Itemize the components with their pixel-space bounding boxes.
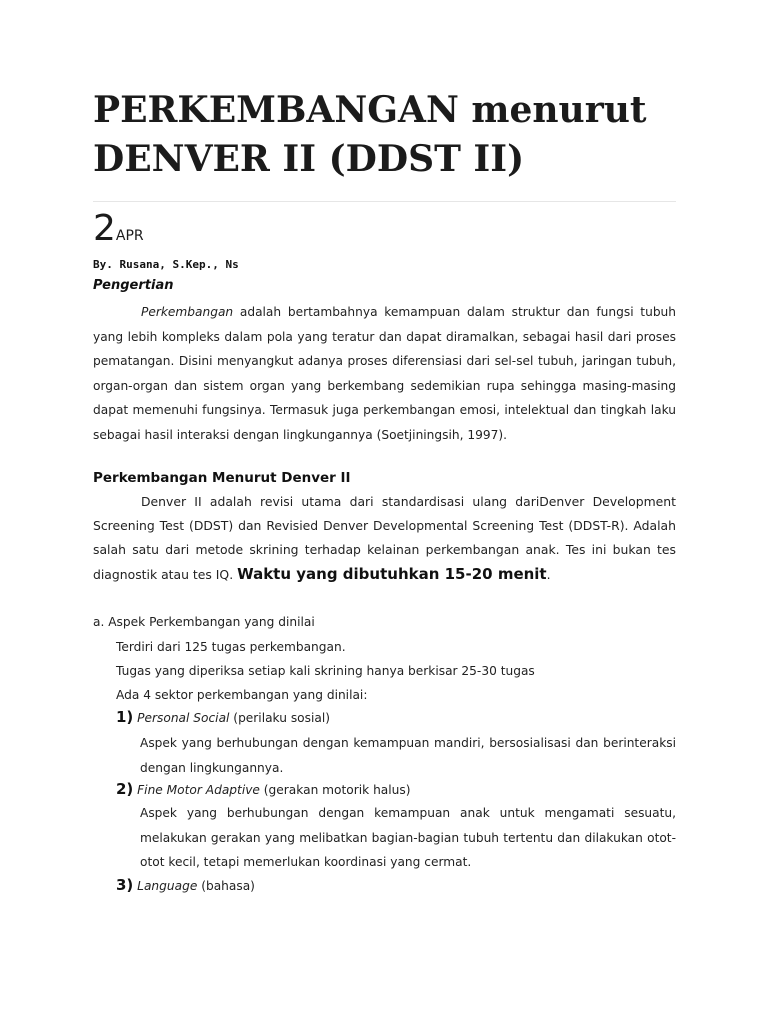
sector-description-personal-social: Aspek yang berhubungan dengan kemampuan mandiri, bersosialisasi dan berinteraksi dengan lingkungannya. bbox=[140, 736, 676, 775]
duration-highlight: Waktu yang dibutuhkan 15-20 menit bbox=[237, 565, 547, 583]
paragraph-denver-text: Denver II adalah revisi utama dari standardisasi ulang dariDenver Development Screening Test (DDST) dan Revisied Denver Developmental Screening Test (DDST-R). Adalah salah satu dari metode skrining terhadap kelainan perkembangan anak. Tes ini bukan tes diagnostik atau tes IQ. bbox=[93, 494, 676, 582]
aspek-line-3: Ada 4 sektor perkembangan yang dinilai: bbox=[116, 688, 368, 702]
post-date-month: APR bbox=[115, 228, 144, 244]
paragraph-pengertian bbox=[93, 300, 676, 447]
section-heading-pengertian: Pengertian bbox=[93, 278, 174, 293]
post-date-day: 2 bbox=[93, 208, 116, 249]
sector-gloss: (perilaku sosial) bbox=[229, 711, 330, 725]
paragraph-pengertian-text: adalah bertambahnya kemampuan dalam struktur dan fungsi tubuh yang lebih kompleks dalam pola yang teratur dan dapat diramalkan, sebagai hasil dari proses pematangan. Disini menyangkut adanya proses diferensiasi dari sel-sel tubuh, jaringan tubuh, organ-organ dan sistem organ yang berkembang sedemikian rupa sehingga masing-masing dapat memenuhi fungsinya. Termasuk juga perkembangan emosi, intelektual dan tingkah laku sebagai hasil interaksi dengan lingkungannya (Soetjiningsih, 1997). bbox=[93, 305, 676, 442]
sector-term: Personal Social bbox=[137, 711, 230, 725]
post-date bbox=[93, 207, 144, 251]
subsection-heading-aspek: a. Aspek Perkembangan yang dinilai bbox=[93, 615, 315, 629]
sector-number: 3) bbox=[116, 876, 134, 894]
duration-period: . bbox=[546, 567, 551, 582]
sector-number: 1) bbox=[116, 708, 134, 726]
sector-item-fine-motor bbox=[116, 780, 410, 799]
page-title: PERKEMBANGAN menurut DENVER II (DDST II) bbox=[93, 89, 647, 180]
sector-item-personal-social bbox=[116, 708, 330, 727]
paragraph-denver bbox=[93, 490, 676, 587]
sector-description-fine-motor: Aspek yang berhubungan dengan kemampuan anak untuk mengamati sesuatu, melakukan gerakan yang melibatkan bagian-bagian tubuh tertentu dan dilakukan otot-otot kecil, tetapi memerlukan koordinasi yang cermat. bbox=[140, 806, 676, 869]
term-perkembangan: Perkembangan bbox=[141, 305, 234, 319]
sector-gloss: (bahasa) bbox=[197, 879, 255, 893]
sector-item-language bbox=[116, 876, 255, 895]
aspek-line-2: Tugas yang diperiksa setiap kali skrining hanya berkisar 25-30 tugas bbox=[116, 664, 535, 678]
section-heading-denver: Perkembangan Menurut Denver II bbox=[93, 470, 351, 486]
aspek-line-1: Terdiri dari 125 tugas perkembangan. bbox=[116, 640, 346, 654]
title-divider bbox=[93, 201, 676, 202]
sector-term: Fine Motor Adaptive bbox=[137, 783, 260, 797]
sector-term: Language bbox=[137, 879, 198, 893]
sector-gloss: (gerakan motorik halus) bbox=[259, 783, 411, 797]
sector-number: 2) bbox=[116, 780, 134, 798]
author-byline: By. Rusana, S.Kep., Ns bbox=[93, 258, 239, 271]
